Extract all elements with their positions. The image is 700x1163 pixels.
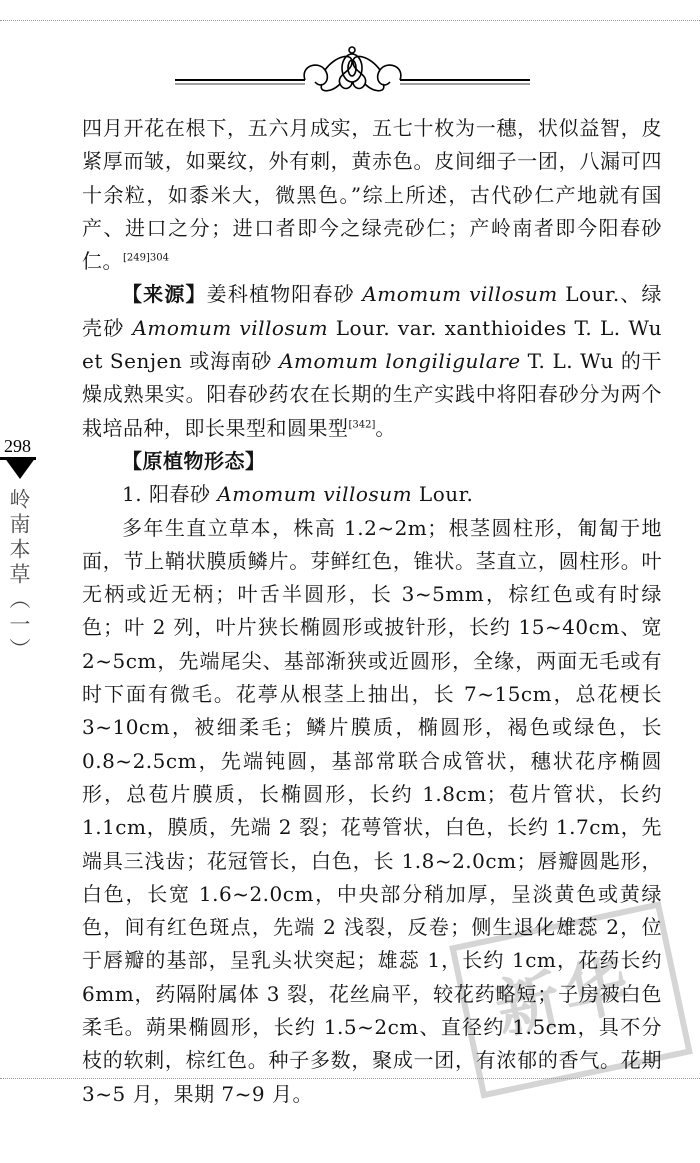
header-knot-ornament-icon	[0, 38, 700, 98]
source-latin-1: Amomum villosum	[362, 282, 558, 307]
source-heading: 【来源】	[122, 282, 207, 307]
watermark-text: 新华	[489, 947, 642, 1049]
source-text-2: Lour.、绿壳砂	[82, 282, 663, 340]
running-book-title: 岭南本草（一）	[7, 488, 31, 663]
morphology-heading: 【原植物形态】	[122, 448, 266, 473]
side-triangle-icon	[4, 457, 36, 479]
source-paragraph	[82, 278, 662, 444]
source-latin-3: Amomum longiligulare	[279, 349, 521, 374]
morphology-heading-line	[82, 445, 662, 478]
bottom-dotted-rule	[0, 1078, 700, 1079]
source-latin-2: Amomum villosum	[132, 315, 329, 340]
top-dotted-rule	[0, 20, 700, 21]
subheading-number: 1. 阳春砂	[122, 482, 218, 507]
subheading-line	[82, 478, 662, 511]
page-number: 298	[4, 436, 31, 456]
intro-reference: [249]304	[123, 252, 169, 264]
source-reference: [342]	[348, 419, 376, 431]
source-text-3: Lour. var. xanthioides T. L. Wu et Senjen 或海南砂	[82, 315, 662, 374]
description-paragraph: 多年生直立草本，株高 1.2~2m；根茎圆柱形，匍匐于地面，节上鞘状膜质鳞片。芽鲜红色，锥状。茎直立，圆柱形。叶无柄或近无柄；叶舌半圆形，长 3~5mm，棕红色或有时绿色；叶 2 列，叶片狭长椭圆形或披针形，长约 15~40cm、宽 2~5cm，先端尾尖、基部渐狭或近圆形，全缘，两面无毛或有时下面有微毛。花葶从根茎上抽出，长 7~15cm，总花梗长 3~10cm，被细柔毛；鳞片膜质，椭圆形，褐色或绿色，长 0.8~2.5cm，先端钝圆，基部常联合成管状，穗状花序椭圆形，总苞片膜质，长椭圆形，长约 1.8cm；苞片管状，长约 1.1cm，膜质，先端 2 裂；花萼管状，白色，长约 1.7cm，先端具三浅齿；花冠管长，白色，长 1.8~2.0cm；唇瓣圆匙形，白色，长宽 1.6~2.0cm，中央部分稍加厚，呈淡黄色或黄绿色，间有红色斑点，先端 2 浅裂，反卷；侧生退化雄蕊 2，位于唇瓣的基部，呈乳头状突起；雄蕊 1，长约 1cm，花药长约 6mm，药隔附属体 3 裂，花丝扁平，较花药略短；子房被白色柔毛。蒴果椭圆形，长约 1.5~2cm、直径约 1.5cm，具不分枝的软刺，棕红色。种子多数，聚成一团，有浓郁的香气。花期 3~5 月，果期 7~9 月。	[82, 515, 662, 1106]
source-text-1: 姜科植物阳春砂	[206, 282, 363, 307]
intro-paragraph	[82, 112, 662, 278]
source-text-4: T. L. Wu 的干燥成熟果实。阳春砂药农在长期的生产实践中将阳春砂分为两个栽培品种，即长果型和圆果型	[82, 349, 662, 440]
subheading-latin: Amomum villosum	[217, 482, 413, 507]
intro-text: 四月开花在根下，五六月成实，五七十枚为一穗，状似益智，皮紧厚而皱，如粟纹，外有刺，黄赤色。皮间细子一团，八漏可四十余粒，如黍米大，微黑色。”综上所述，古代砂仁产地就有国产、进口之分；进口者即今之绿壳砂仁；产岭南者即今阳春砂仁。	[82, 116, 662, 274]
source-end: 。	[375, 415, 396, 440]
subheading-author: Lour.	[412, 482, 474, 507]
